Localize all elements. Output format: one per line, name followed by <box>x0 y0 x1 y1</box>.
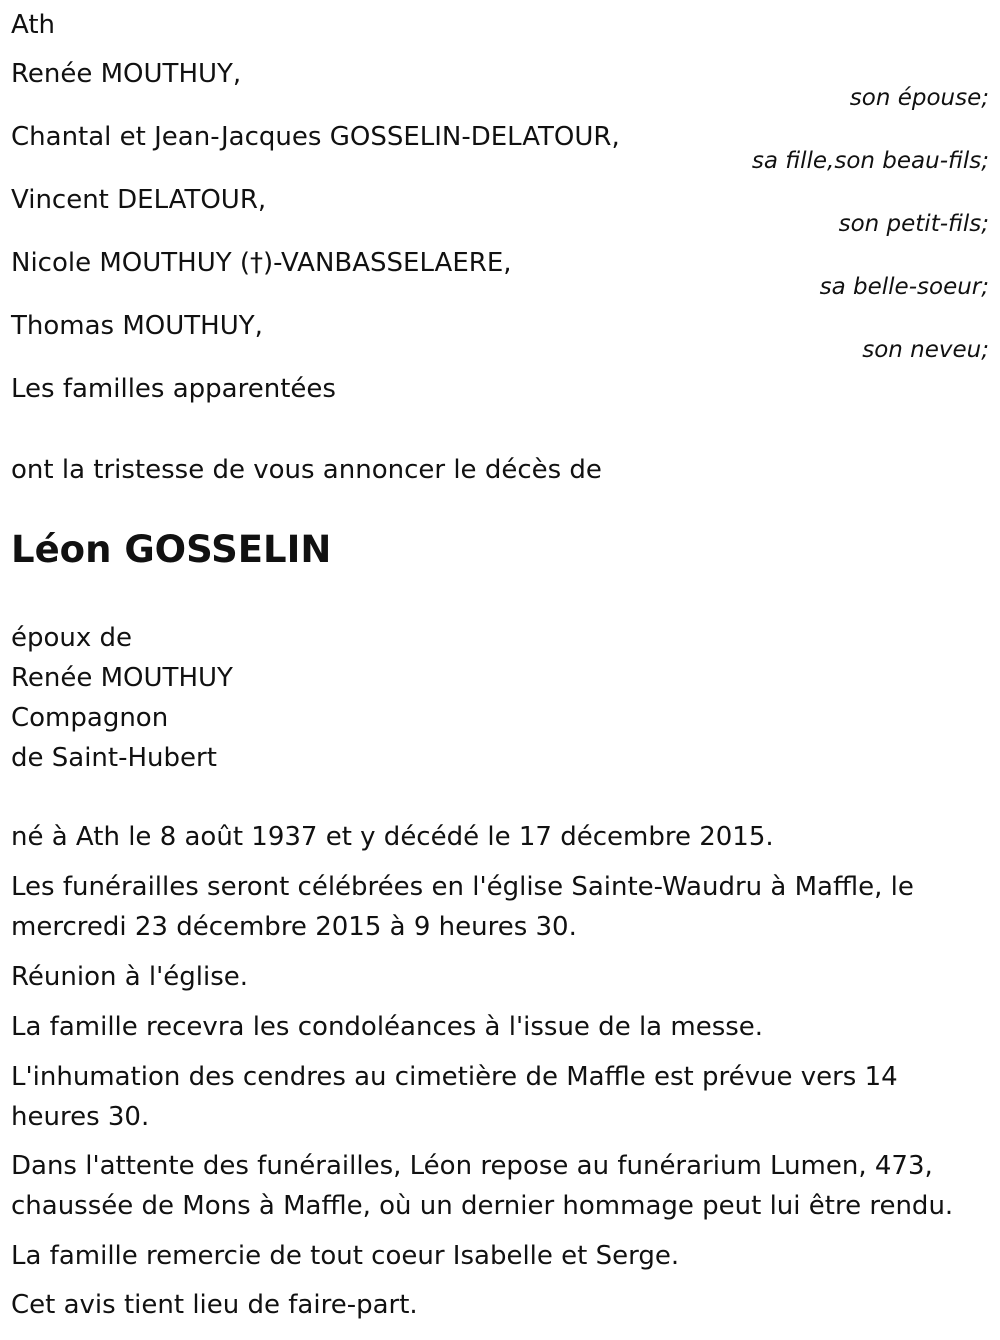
family-member-relation: sa belle-soeur; <box>819 274 989 300</box>
condolences-info: La famille recevra les condoléances à l'issue de la messe. <box>11 1012 764 1042</box>
notice-info: Cet avis tient lieu de faire-part. <box>11 1290 418 1320</box>
deceased-detail: Renée MOUTHUY <box>11 663 233 693</box>
thanks-info: La famille remercie de tout coeur Isabelle et Serge. <box>11 1241 680 1271</box>
burial-info: L'inhumation des cendres au cimetière de Maffle est prévue vers 14 heures 30. <box>11 1062 898 1132</box>
deceased-detail: de Saint-Hubert <box>11 743 217 773</box>
family-member-name: Renée MOUTHUY, <box>11 59 242 89</box>
birth-death-info: né à Ath le 8 août 1937 et y décédé le 17 décembre 2015. <box>11 822 774 852</box>
deceased-detail: Compagnon <box>11 703 169 733</box>
funeral-info: Les funérailles seront célébrées en l'église Sainte-Waudru à Maffle, le mercredi 23 décembre 2015 à 9 heures 30. <box>11 872 914 942</box>
announcement: ont la tristesse de vous annoncer le décès de <box>11 455 602 485</box>
family-member-relation: sa fille,son beau-fils; <box>751 148 989 174</box>
deceased-name: Léon GOSSELIN <box>11 528 332 571</box>
family-member-relation: son petit-fils; <box>838 211 989 237</box>
location: Ath <box>11 10 56 40</box>
family-member-name: Thomas MOUTHUY, <box>11 311 263 341</box>
family-member-relation: son épouse; <box>849 85 989 111</box>
family-member-name: Vincent DELATOUR, <box>11 185 267 215</box>
family-member-name: Nicole MOUTHUY (†)-VANBASSELAERE, <box>11 248 512 278</box>
family-member-relation: son neveu; <box>862 337 989 363</box>
repose-info: Dans l'attente des funérailles, Léon repose au funérarium Lumen, 473, chaussée de Mons à Maffle, où un dernier hommage peut lui être rendu. <box>11 1151 954 1221</box>
deceased-detail: époux de <box>11 623 133 653</box>
meeting-info: Réunion à l'église. <box>11 962 249 992</box>
related-families: Les familles apparentées <box>11 374 336 404</box>
family-member-name: Chantal et Jean-Jacques GOSSELIN-DELATOUR, <box>11 122 620 152</box>
